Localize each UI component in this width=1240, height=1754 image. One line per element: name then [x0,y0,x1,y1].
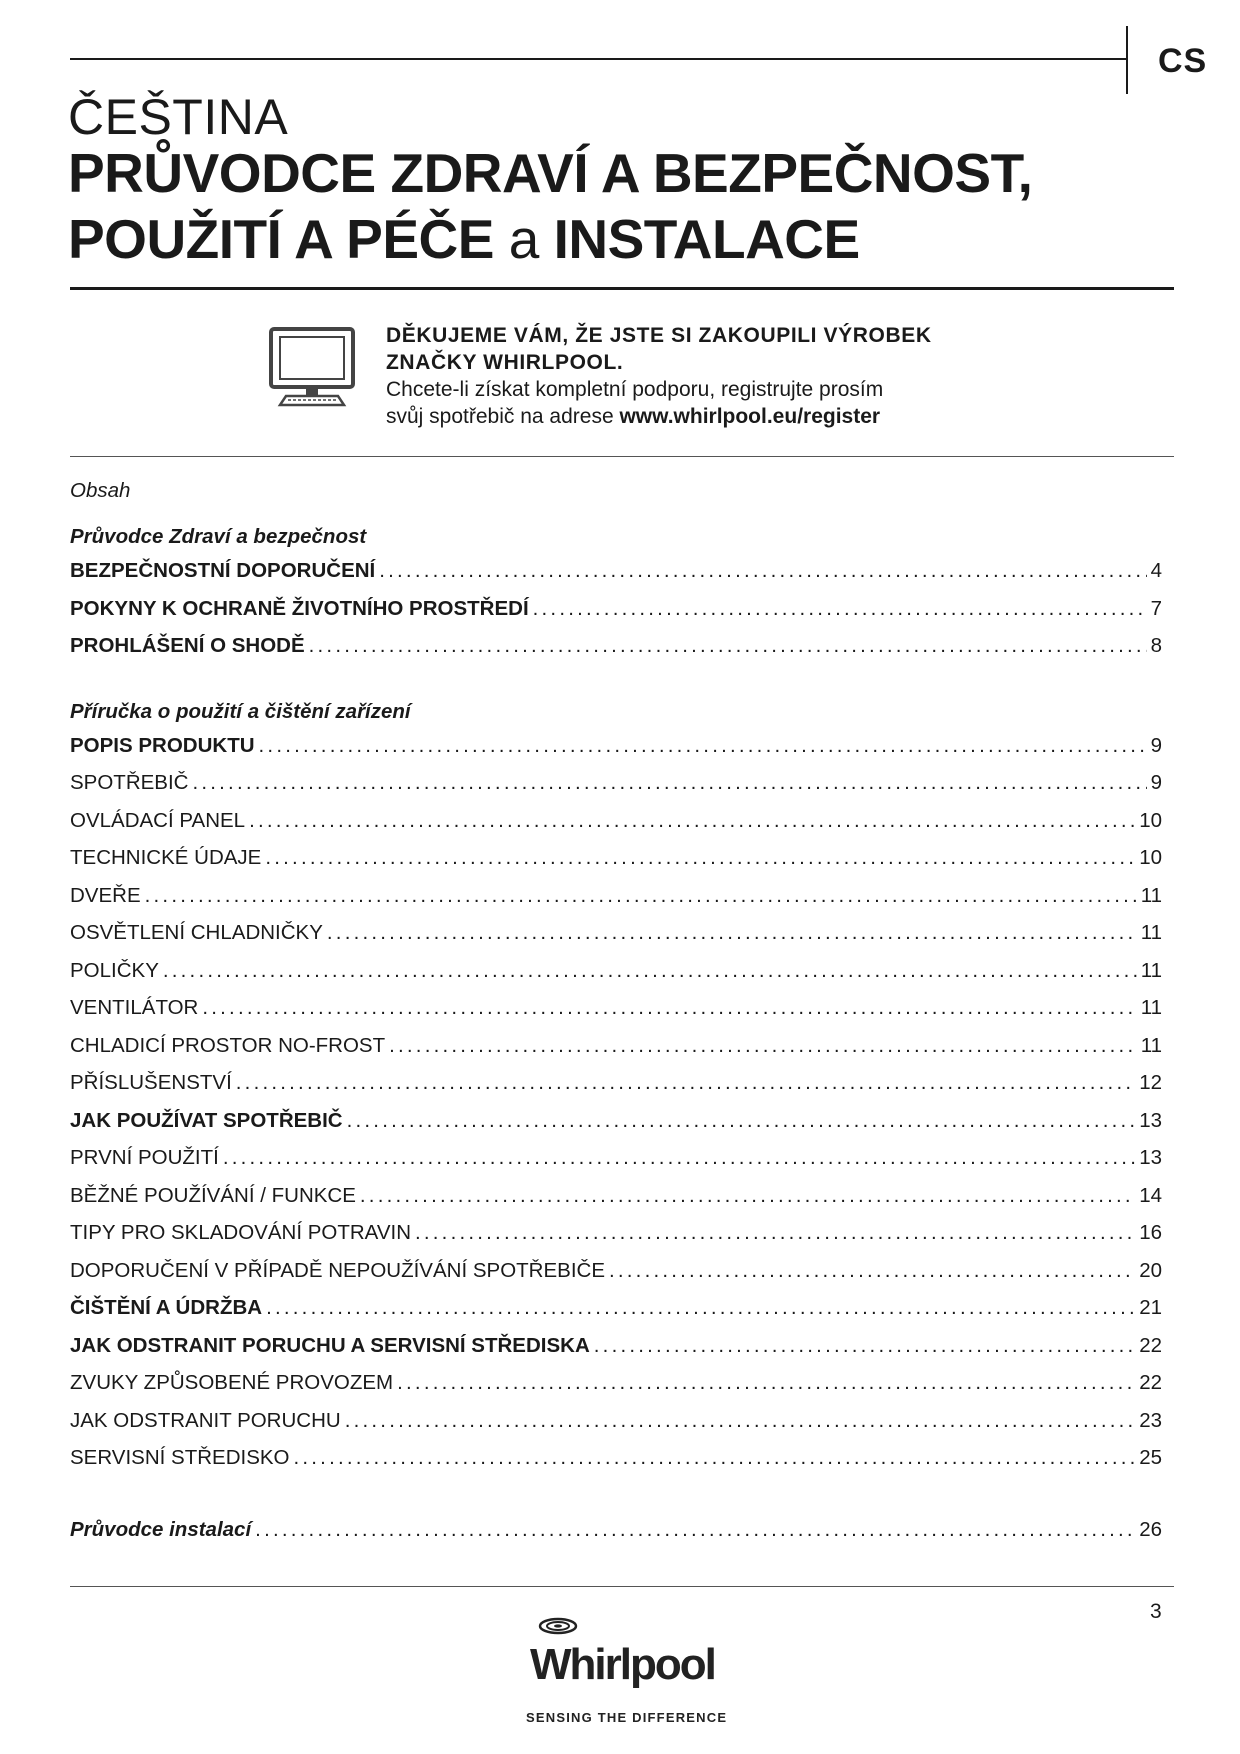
footer-divider [70,1586,1174,1587]
toc-entry-installation[interactable]: Průvodce instalací ..... 26 [70,1511,1162,1549]
registration-heading-2: ZNAČKY WHIRLPOOL. [386,351,624,374]
registration-text-1: Chcete-li získat kompletní podporu, registrujte prosím [386,378,884,401]
toc-entry[interactable]: BEZPEČNOSTNÍ DOPORUČENÍ ..... 4 [70,552,1162,590]
registration-text-2: svůj spotřebič na adrese www.whirlpool.eu/register [386,405,881,428]
registration-notice [386,322,932,430]
title-line-2: POUŽITÍ A PÉČE a INSTALACE [68,208,860,270]
language-code: CS [1158,42,1208,80]
toc-entry[interactable]: JAK ODSTRANIT PORUCHU A SERVISNÍ STŘEDISKA ..... 22 [70,1327,1162,1365]
title-divider [70,287,1174,290]
toc-entry[interactable]: ZVUKY ZPŮSOBENÉ PROVOZEM ..... 22 [70,1364,1162,1402]
toc-section-2-title: Příručka o použití a čištění zařízení [70,699,411,723]
toc-entry[interactable]: ČIŠTĚNÍ A ÚDRŽBA ..... 21 [70,1289,1162,1327]
toc-entry[interactable]: OSVĚTLENÍ CHLADNIČKY ..... 11 [70,914,1162,952]
toc-entry[interactable]: TIPY PRO SKLADOVÁNÍ POTRAVIN ..... 16 [70,1214,1162,1252]
toc-section-1 [70,552,1162,665]
toc-entry[interactable]: CHLADICÍ PROSTOR NO-FROST ..... 11 [70,1027,1162,1065]
title-line-1: PRŮVODCE ZDRAVÍ A BEZPEČNOST, [68,142,1033,204]
toc-entry[interactable]: VENTILÁTOR ..... 11 [70,989,1162,1027]
toc-entry[interactable]: POKYNY K OCHRANĚ ŽIVOTNÍHO PROSTŘEDÍ ..... 7 [70,590,1162,628]
page-number: 3 [1150,1600,1162,1623]
registration-url-link[interactable]: www.whirlpool.eu/register [619,405,881,428]
toc-section-2 [70,727,1162,1477]
toc-entry[interactable]: PŘÍSLUŠENSTVÍ ..... 12 [70,1064,1162,1102]
brand-tagline: SENSING THE DIFFERENCE [526,1710,728,1725]
toc-entry[interactable]: SPOTŘEBIČ ..... 9 [70,764,1162,802]
toc-entry[interactable]: POPIS PRODUKTU ..... 9 [70,727,1162,765]
toc-entry[interactable]: DOPORUČENÍ V PŘÍPADĚ NEPOUŽÍVÁNÍ SPOTŘEBIČE ..... 20 [70,1252,1162,1290]
toc-entry[interactable]: DVEŘE ..... 11 [70,877,1162,915]
toc-entry[interactable]: OVLÁDACÍ PANEL ..... 10 [70,802,1162,840]
registration-heading-1: DĚKUJEME VÁM, ŽE JSTE SI ZAKOUPILI VÝROBEK [386,324,932,347]
document-title [68,140,1032,272]
toc-entry[interactable]: POLIČKY ..... 11 [70,952,1162,990]
toc-entry[interactable]: JAK ODSTRANIT PORUCHU ..... 23 [70,1402,1162,1440]
toc-label: Obsah [70,479,131,502]
toc-entry[interactable]: PROHLÁŠENÍ O SHODĚ ..... 8 [70,627,1162,665]
top-rule-tick [1126,26,1128,94]
brand-logo: Whirlpool [530,1640,715,1689]
toc-entry[interactable]: JAK POUŽÍVAT SPOTŘEBIČ ..... 13 [70,1102,1162,1140]
toc-entry[interactable]: TECHNICKÉ ÚDAJE ..... 10 [70,839,1162,877]
table-of-contents [70,476,1162,1548]
toc-entry[interactable]: BĚŽNÉ POUŽÍVÁNÍ / FUNKCE ..... 14 [70,1177,1162,1215]
section-divider [70,456,1174,457]
toc-section-1-title: Průvodce Zdraví a bezpečnost [70,525,367,548]
top-rule [70,58,1128,60]
toc-entry[interactable]: SERVISNÍ STŘEDISKO ..... 25 [70,1439,1162,1477]
toc-entry[interactable]: PRVNÍ POUŽITÍ ..... 13 [70,1139,1162,1177]
language-title: ČEŠTINA [68,89,289,145]
computer-monitor-icon [268,326,356,408]
